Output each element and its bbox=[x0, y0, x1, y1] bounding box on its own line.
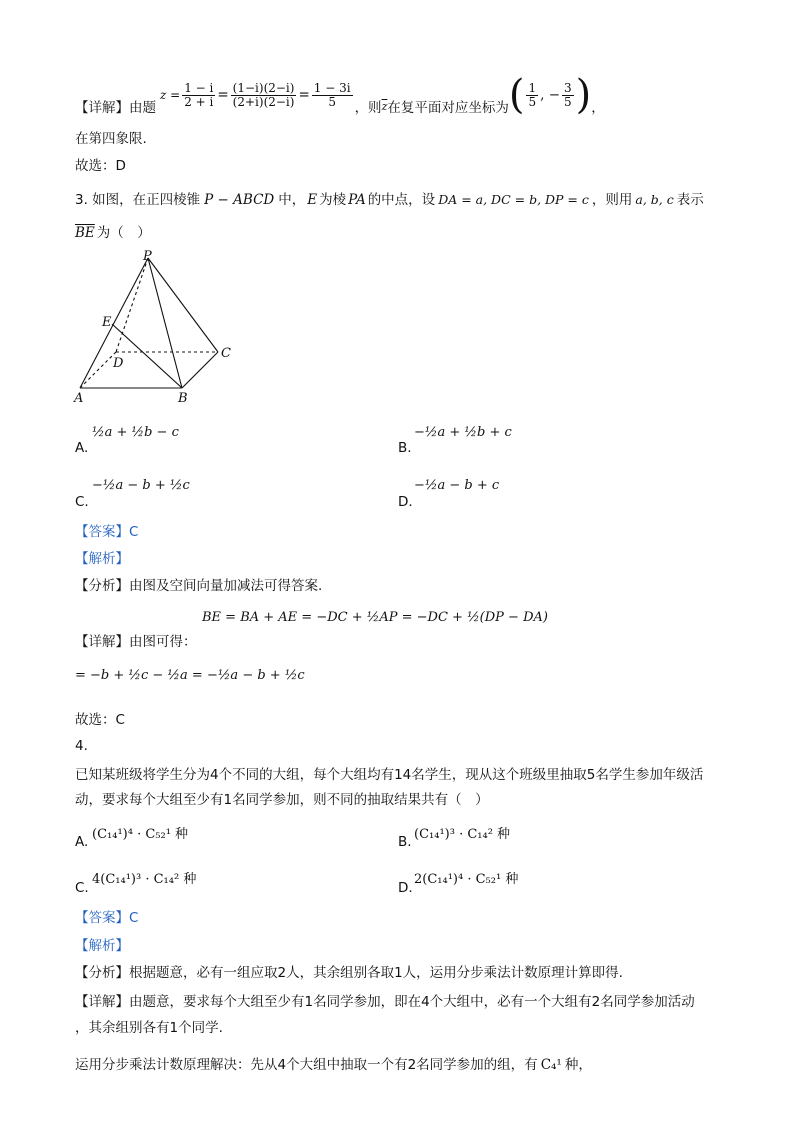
math-z: z = bbox=[160, 88, 181, 102]
q4-detail-line1: 【详解】由题意，要求每个大组至少有1名同学参加，即在4个大组中，必有一个大组有2名同学参加活动 bbox=[75, 994, 695, 1010]
q4-stem-line2: 动，要求每个大组至少有1名同学参加，则不同的抽取结果共有（ ） bbox=[75, 792, 489, 808]
q4-option-d: 2(C₁₄¹)⁴ · C₅₂¹ 种 bbox=[414, 872, 519, 887]
q3-detail-equation-1: BE = BA + AE = −DC + ½AP = −DC + ½(DP − DA) bbox=[202, 610, 548, 625]
q4-option-b-label: B. bbox=[398, 834, 412, 850]
q3-option-d: −½a − b + c bbox=[414, 478, 500, 493]
edge-BC bbox=[182, 352, 218, 388]
fraction-2: $\frac{(1-i)(2-i)}{(2+i)(2-i)}$ bbox=[232, 80, 295, 109]
label-B: B bbox=[178, 391, 188, 405]
q4-analysis-label: 【解析】 bbox=[75, 938, 129, 954]
q3-option-a-label: A. bbox=[75, 440, 89, 456]
q3-option-b: −½a + ½b + c bbox=[414, 425, 512, 440]
choose-line-1: 故选：D bbox=[75, 158, 126, 174]
q3-detail-equation-2: = −b + ½c − ½a = −½a − b + ½c bbox=[75, 668, 305, 683]
q4-option-d-label: D. bbox=[398, 880, 413, 896]
detail-label: 【详解】由题 bbox=[75, 100, 156, 116]
q3-option-a: ½a + ½b − c bbox=[92, 425, 179, 440]
q4-last-line: 运用分步乘法计数原理解决：先从4个大组中抽取一个有2名同学参加的组，有 C₄¹ 种， bbox=[75, 1057, 592, 1073]
edge-PD-hidden bbox=[116, 258, 148, 352]
pyramid-figure bbox=[70, 250, 240, 405]
q3-answer: 【答案】C bbox=[75, 524, 139, 540]
fraction-1: $\frac{1 - i}{2 + i}$ bbox=[184, 80, 214, 109]
q3-stem-line1: 3. 如图，在正四棱锥 P − ABCD 中， E 为棱 PA 的中点，设 DA = a, DC = b, DP = c ，则用 a, b, c 表示 bbox=[75, 192, 704, 208]
q3-detail-label: 【详解】由图可得： bbox=[75, 634, 197, 650]
q4-option-c: 4(C₁₄¹)³ · C₁₄² 种 bbox=[92, 872, 197, 887]
q4-stem-line1: 已知某班级将学生分为4个不同的大组，每个大组均有14名学生，现从这个班级里抽取5名学生参加年级活 bbox=[75, 767, 704, 783]
q3-option-b-label: B. bbox=[398, 440, 412, 456]
fraction-3: $\frac{1 - 3i}{5}$ bbox=[313, 80, 351, 109]
edge-PB bbox=[148, 258, 182, 388]
q3-option-c-label: C. bbox=[75, 494, 89, 510]
label-C: C bbox=[221, 346, 231, 361]
q3-option-d-label: D. bbox=[398, 494, 413, 510]
math-zbar: $\overline{z}$ bbox=[381, 99, 388, 113]
edge-AD-hidden bbox=[80, 352, 116, 388]
q4-option-b: (C₁₄¹)³ · C₁₄² 种 bbox=[414, 827, 511, 842]
q4-answer: 【答案】C bbox=[75, 910, 139, 926]
label-E: E bbox=[102, 315, 112, 330]
q4-option-c-label: C. bbox=[75, 880, 89, 896]
q4-number: 4. bbox=[75, 738, 88, 754]
q4-option-a: (C₁₄¹)⁴ · C₅₂¹ 种 bbox=[92, 827, 189, 842]
q3-fenxi: 【分析】由图及空间向量加减法可得答案. bbox=[75, 578, 323, 594]
q3-analysis-label: 【解析】 bbox=[75, 551, 129, 567]
label-P: P bbox=[143, 250, 152, 264]
q4-option-a-label: A. bbox=[75, 834, 89, 850]
q4-detail-line2: ，其余组别各有1个同学. bbox=[75, 1020, 223, 1036]
edge-PC bbox=[148, 258, 218, 352]
coord-x-fraction: $\frac{1}{5}$ bbox=[528, 80, 537, 109]
q3-option-c: −½a − b + ½c bbox=[92, 478, 190, 493]
detail-line-z: 【详解】由题 z = $\frac{1 - i}{2 + i}$ = $\frac{(1-i)(2-i)}{(2+i)(2-i)}$ = $\frac{1 - 3i}{5}$ ，则 $\overline{z}$ 在复平面对应坐标为 ( $\frac{1}{5}$ , − $\frac{3}{5}$ ) ， bbox=[75, 72, 605, 118]
label-A: A bbox=[74, 391, 84, 405]
q3-choose: 故选：C bbox=[75, 712, 125, 728]
q4-combination: C₄¹ bbox=[540, 1057, 562, 1073]
q4-fenxi: 【分析】根据题意，必有一组应取2人，其余组别各取1人，运用分步乘法计数原理计算即得. bbox=[75, 965, 623, 981]
q3-stem-line2: $\overline{BE}$ 为（ ） bbox=[75, 225, 151, 241]
coord-y-fraction: $\frac{3}{5}$ bbox=[564, 80, 572, 109]
label-D: D bbox=[113, 356, 124, 371]
quadrant-line: 在第四象限. bbox=[75, 131, 147, 147]
